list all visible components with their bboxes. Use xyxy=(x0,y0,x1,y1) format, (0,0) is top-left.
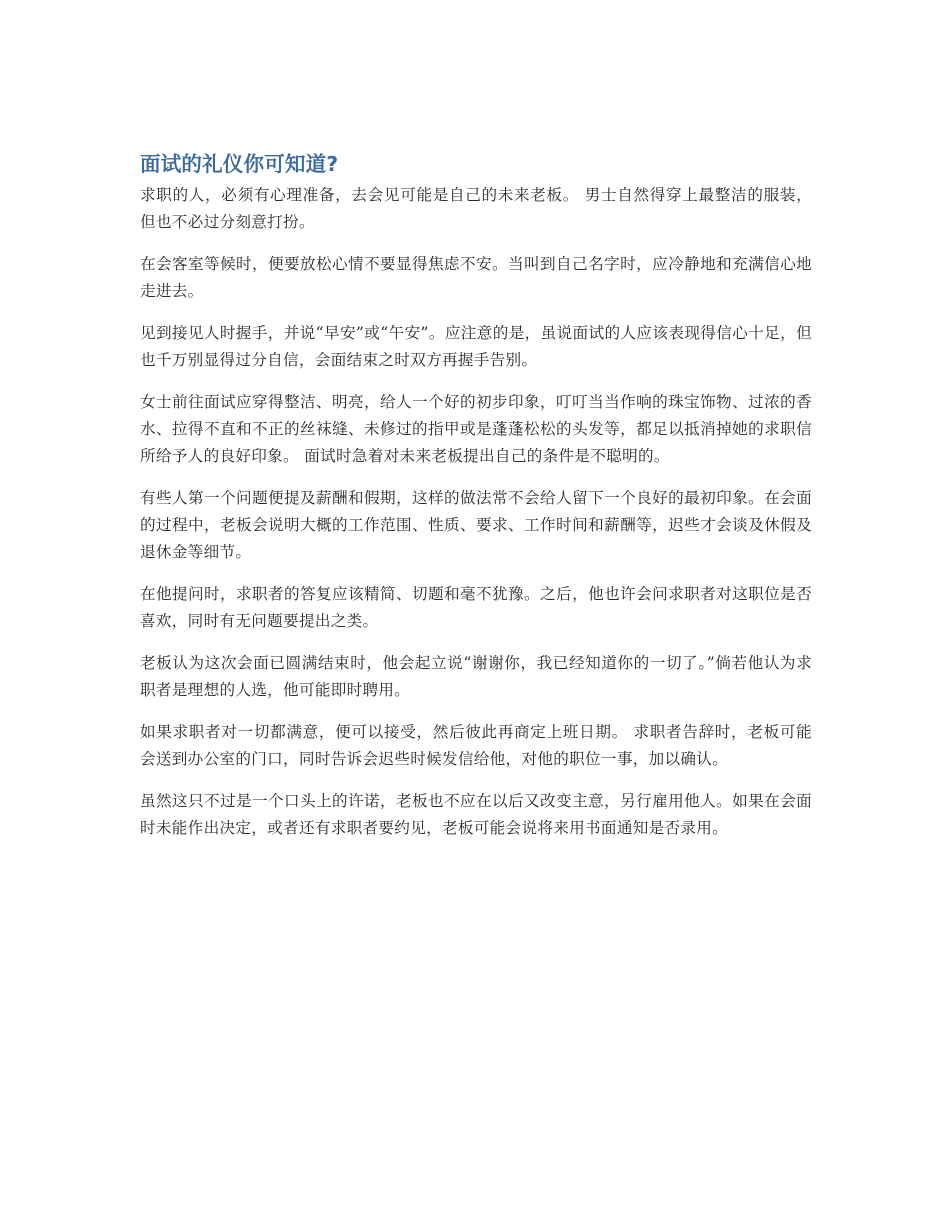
paragraph: 见到接见人时握手，并说“早安”或“午安”。应注意的是，虽说面试的人应该表现得信心十足，但也千万别显得过分自信，会面结束之时双方再握手告别。 xyxy=(140,324,812,369)
paragraph: 女士前往面试应穿得整洁、明亮，给人一个好的初步印象，叮叮当当作响的珠宝饰物、过浓的香水、拉得不直和不正的丝袜缝、未修过的指甲或是蓬蓬松松的头发等，都足以抵消掉她的求职信所给予人的良好印象。 面试时急着对未来老板提出自己的条件是不聪明的。 xyxy=(140,393,812,465)
paragraph: 求职的人，必须有心理准备，去会见可能是自己的未来老板。 男士自然得穿上最整洁的服装，但也不必过分刻意打扮。 xyxy=(140,186,812,231)
paragraph: 如果求职者对一切都满意，便可以接受，然后彼此再商定上班日期。 求职者告辞时，老板可能会送到办公室的门口，同时告诉会迟些时候发信给他，对他的职位一事，加以确认。 xyxy=(140,723,812,768)
paragraph: 老板认为这次会面已圆满结束时，他会起立说“谢谢你，我已经知道你的一切了。”倘若他认为求职者是理想的人选，他可能即时聘用。 xyxy=(140,654,812,699)
document-title: 面试的礼仪你可知道? xyxy=(140,152,339,176)
paragraph: 虽然这只不过是一个口头上的许诺，老板也不应在以后又改变主意，另行雇用他人。如果在会面时未能作出决定，或者还有求职者要约见，老板可能会说将来用书面通知是否录用。 xyxy=(140,792,812,837)
document-page xyxy=(140,148,812,857)
paragraph: 在他提问时，求职者的答复应该精简、切题和毫不犹豫。之后，他也许会问求职者对这职位是否喜欢，同时有无问题要提出之类。 xyxy=(140,585,812,630)
paragraph: 在会客室等候时，便要放松心情不要显得焦虑不安。当叫到自己名字时，应冷静地和充满信心地走进去。 xyxy=(140,255,812,300)
paragraph: 有些人第一个问题便提及薪酬和假期，这样的做法常不会给人留下一个良好的最初印象。在会面的过程中，老板会说明大概的工作范围、性质、要求、工作时间和薪酬等，迟些才会谈及休假及退休金等细节。 xyxy=(140,489,812,561)
